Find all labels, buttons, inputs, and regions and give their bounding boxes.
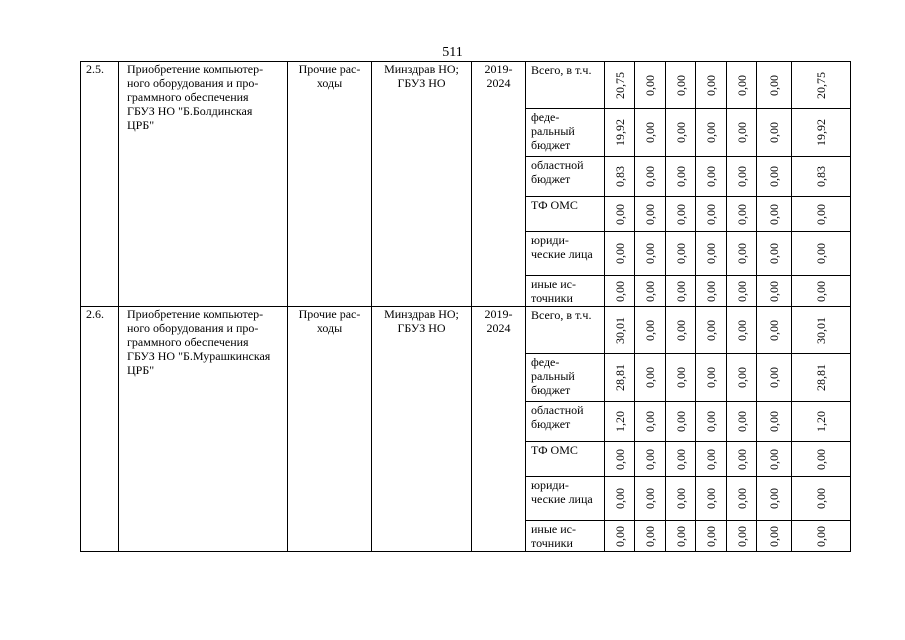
funding-source xyxy=(526,197,605,232)
item-number: 2.6. xyxy=(81,307,119,552)
value-text: 0,00 xyxy=(612,243,627,264)
value-text: 0,00 xyxy=(704,448,718,470)
value-cell xyxy=(792,307,851,354)
value-text: 0,00 xyxy=(643,203,657,225)
funding-source-line: ческие лица xyxy=(531,492,593,506)
value-cell xyxy=(792,62,851,109)
value-text: 0,00 xyxy=(814,280,828,302)
funding-source-line: ТФ ОМС xyxy=(531,443,578,457)
value-cell xyxy=(757,477,792,521)
value-text: 0,00 xyxy=(767,243,781,264)
value-cell xyxy=(635,197,666,232)
table-row xyxy=(81,307,851,354)
expense-type xyxy=(288,307,372,552)
value-cell xyxy=(635,109,666,157)
value-cell xyxy=(757,521,792,552)
value-text: 0,00 xyxy=(612,525,627,547)
value-cell xyxy=(666,442,696,477)
value-cell xyxy=(666,109,696,157)
value-text: 0,00 xyxy=(673,122,688,143)
value-text: 0,00 xyxy=(767,203,781,225)
funding-source-line: ческие лица xyxy=(531,247,593,261)
funding-source-line: бюджет xyxy=(531,383,571,397)
expense-type-line: ходы xyxy=(316,321,343,335)
value-text: 0,00 xyxy=(814,525,828,547)
funding-source-line: Всего, в т.ч. xyxy=(531,63,592,77)
value-text: 0,00 xyxy=(673,525,688,547)
value-text: 0,00 xyxy=(704,166,718,187)
funding-source-line: точники xyxy=(531,536,573,550)
value-cell xyxy=(635,157,666,197)
value-text: 20,75 xyxy=(612,71,627,99)
value-text: 0,00 xyxy=(643,319,657,341)
item-title-line: ГБУЗ НО "Б.Мурашкинская xyxy=(127,349,271,363)
period-line: 2024 xyxy=(486,76,511,90)
item-title-line: Приобретение компьютер- xyxy=(127,307,264,321)
value-cell xyxy=(792,402,851,442)
funding-source-line: юриди- xyxy=(531,478,569,492)
value-text: 0,00 xyxy=(673,280,688,302)
value-text: 0,00 xyxy=(704,411,718,432)
value-cell xyxy=(605,62,635,109)
value-text: 0,00 xyxy=(612,280,627,302)
expense-type-line: ходы xyxy=(316,76,343,90)
executor xyxy=(372,307,472,552)
funding-source xyxy=(526,354,605,402)
funding-source xyxy=(526,62,605,109)
value-cell xyxy=(727,307,757,354)
funding-source-line: бюджет xyxy=(531,172,571,186)
value-cell xyxy=(605,157,635,197)
value-cell xyxy=(696,157,727,197)
value-text: 0,00 xyxy=(612,203,627,225)
funding-source-line: иные ис- xyxy=(531,277,576,291)
value-text: 0,00 xyxy=(704,367,718,388)
value-text: 0,00 xyxy=(643,122,657,143)
executor-line: Минздрав НО; xyxy=(384,62,459,76)
value-text: 0,00 xyxy=(643,280,657,302)
value-text: 28,81 xyxy=(612,364,627,391)
value-cell xyxy=(666,276,696,307)
value-cell xyxy=(635,402,666,442)
value-cell xyxy=(635,62,666,109)
page-number: 511 xyxy=(442,45,463,60)
value-cell xyxy=(757,402,792,442)
value-text: 0,00 xyxy=(734,74,749,96)
period-line: 2019- xyxy=(484,307,513,321)
value-cell xyxy=(727,232,757,276)
value-text: 0,00 xyxy=(734,280,749,302)
value-cell xyxy=(696,521,727,552)
table-row xyxy=(81,62,851,109)
funding-source xyxy=(526,442,605,477)
item-title-line: ного оборудования и про- xyxy=(127,76,259,90)
value-text: 0,00 xyxy=(704,280,718,302)
value-cell xyxy=(696,442,727,477)
value-cell xyxy=(696,354,727,402)
value-cell xyxy=(635,232,666,276)
item-title-line: ЦРБ" xyxy=(127,118,155,132)
value-text: 0,00 xyxy=(814,448,828,470)
value-cell xyxy=(666,521,696,552)
value-cell xyxy=(727,62,757,109)
value-text: 0,00 xyxy=(673,411,688,432)
item-title-line: Приобретение компьютер- xyxy=(127,62,264,76)
value-text: 19,92 xyxy=(612,119,627,146)
value-text: 0,83 xyxy=(612,166,627,187)
value-text: 0,00 xyxy=(673,319,688,341)
item-title-line: граммного обеспечения xyxy=(127,335,249,349)
value-text: 0,00 xyxy=(767,280,781,302)
value-cell xyxy=(696,402,727,442)
budget-table xyxy=(80,61,851,552)
item-title-line: ного оборудования и про- xyxy=(127,321,259,335)
value-cell xyxy=(635,477,666,521)
funding-source-line: феде- xyxy=(531,110,560,124)
value-cell xyxy=(666,307,696,354)
value-cell xyxy=(727,477,757,521)
executor-line: ГБУЗ НО xyxy=(397,76,446,90)
value-cell xyxy=(605,232,635,276)
value-cell xyxy=(727,442,757,477)
funding-source-line: бюджет xyxy=(531,138,571,152)
expense-type-line: Прочие рас- xyxy=(298,62,361,76)
funding-source xyxy=(526,307,605,354)
value-cell xyxy=(696,109,727,157)
expense-type xyxy=(288,62,372,307)
value-cell xyxy=(696,477,727,521)
value-text: 0,00 xyxy=(814,488,828,509)
value-text: 0,83 xyxy=(814,166,828,187)
value-text: 0,00 xyxy=(673,488,688,509)
value-cell xyxy=(666,157,696,197)
item-title-line: ГБУЗ НО "Б.Болдинская xyxy=(127,104,253,118)
value-text: 0,00 xyxy=(734,203,749,225)
value-cell xyxy=(605,402,635,442)
value-text: 0,00 xyxy=(612,488,627,509)
funding-source xyxy=(526,276,605,307)
value-cell xyxy=(792,354,851,402)
value-cell xyxy=(727,276,757,307)
value-cell xyxy=(696,197,727,232)
value-text: 0,00 xyxy=(767,411,781,432)
value-cell xyxy=(792,477,851,521)
value-text: 0,00 xyxy=(734,367,749,388)
executor xyxy=(372,62,472,307)
value-cell xyxy=(727,354,757,402)
period-line: 2019- xyxy=(484,62,513,76)
value-cell xyxy=(757,307,792,354)
value-text: 19,92 xyxy=(814,119,828,146)
value-cell xyxy=(792,521,851,552)
funding-source xyxy=(526,477,605,521)
value-cell xyxy=(666,402,696,442)
value-text: 0,00 xyxy=(734,319,749,341)
value-text: 0,00 xyxy=(704,488,718,509)
value-cell xyxy=(792,109,851,157)
executor-line: ГБУЗ НО xyxy=(397,321,446,335)
value-cell xyxy=(757,157,792,197)
value-cell xyxy=(635,442,666,477)
value-cell xyxy=(635,307,666,354)
value-text: 0,00 xyxy=(643,448,657,470)
value-cell xyxy=(757,62,792,109)
value-cell xyxy=(605,354,635,402)
value-text: 0,00 xyxy=(673,166,688,187)
value-text: 0,00 xyxy=(734,122,749,143)
executor-line: Минздрав НО; xyxy=(384,307,459,321)
value-cell xyxy=(605,109,635,157)
value-text: 0,00 xyxy=(734,166,749,187)
value-cell xyxy=(605,477,635,521)
value-text: 0,00 xyxy=(704,319,718,341)
funding-source xyxy=(526,109,605,157)
funding-source-line: бюджет xyxy=(531,417,571,431)
value-text: 0,00 xyxy=(643,525,657,547)
value-cell xyxy=(605,197,635,232)
funding-source-line: ральный xyxy=(531,124,575,138)
item-number: 2.5. xyxy=(81,62,119,307)
value-text: 0,00 xyxy=(767,525,781,547)
value-cell xyxy=(635,276,666,307)
value-text: 0,00 xyxy=(734,411,749,432)
value-cell xyxy=(792,232,851,276)
value-cell xyxy=(727,157,757,197)
funding-source-line: Всего, в т.ч. xyxy=(531,308,592,322)
value-text: 0,00 xyxy=(734,525,749,547)
value-text: 30,01 xyxy=(612,316,627,344)
value-text: 0,00 xyxy=(704,243,718,264)
value-text: 20,75 xyxy=(814,71,828,99)
value-text: 0,00 xyxy=(814,203,828,225)
item-title-line: ЦРБ" xyxy=(127,363,155,377)
period xyxy=(472,62,526,307)
value-text: 0,00 xyxy=(814,243,828,264)
value-cell xyxy=(757,197,792,232)
value-text: 0,00 xyxy=(643,488,657,509)
funding-source-line: ральный xyxy=(531,369,575,383)
value-text: 0,00 xyxy=(767,448,781,470)
value-text: 30,01 xyxy=(814,316,828,344)
value-cell xyxy=(666,354,696,402)
value-cell xyxy=(792,197,851,232)
expense-type-line: Прочие рас- xyxy=(298,307,361,321)
value-text: 28,81 xyxy=(814,364,828,391)
funding-source-line: феде- xyxy=(531,355,560,369)
funding-source xyxy=(526,232,605,276)
value-cell xyxy=(696,232,727,276)
value-cell xyxy=(757,354,792,402)
item-title-line: граммного обеспечения xyxy=(127,90,249,104)
period xyxy=(472,307,526,552)
value-cell xyxy=(727,109,757,157)
value-cell xyxy=(635,354,666,402)
value-text: 0,00 xyxy=(673,243,688,264)
funding-source xyxy=(526,521,605,552)
value-text: 0,00 xyxy=(767,74,781,96)
period-line: 2024 xyxy=(486,321,511,335)
funding-source xyxy=(526,402,605,442)
value-text: 0,00 xyxy=(643,243,657,264)
value-text: 0,00 xyxy=(643,411,657,432)
value-text: 0,00 xyxy=(612,448,627,470)
funding-source-line: областной xyxy=(531,158,584,172)
value-cell xyxy=(792,276,851,307)
value-cell xyxy=(605,276,635,307)
value-cell xyxy=(792,157,851,197)
value-text: 0,00 xyxy=(643,166,657,187)
value-text: 0,00 xyxy=(643,367,657,388)
value-cell xyxy=(757,232,792,276)
value-cell xyxy=(696,62,727,109)
value-text: 0,00 xyxy=(673,203,688,225)
value-text: 0,00 xyxy=(767,166,781,187)
value-cell xyxy=(696,307,727,354)
value-text: 0,00 xyxy=(673,367,688,388)
value-text: 0,00 xyxy=(673,448,688,470)
value-cell xyxy=(757,109,792,157)
value-text: 0,00 xyxy=(704,203,718,225)
value-text: 0,00 xyxy=(767,488,781,509)
value-text: 0,00 xyxy=(704,122,718,143)
value-text: 0,00 xyxy=(734,448,749,470)
value-text: 1,20 xyxy=(814,411,828,432)
value-cell xyxy=(727,197,757,232)
value-text: 0,00 xyxy=(704,74,718,96)
funding-source-line: иные ис- xyxy=(531,522,576,536)
item-title xyxy=(119,62,288,307)
value-cell xyxy=(696,276,727,307)
value-cell xyxy=(666,477,696,521)
value-text: 0,00 xyxy=(734,243,749,264)
value-text: 0,00 xyxy=(734,488,749,509)
item-title xyxy=(119,307,288,552)
value-cell xyxy=(605,307,635,354)
funding-source-line: юриди- xyxy=(531,233,569,247)
value-cell xyxy=(605,521,635,552)
value-cell xyxy=(635,521,666,552)
value-text: 0,00 xyxy=(767,367,781,388)
value-text: 0,00 xyxy=(767,122,781,143)
value-cell xyxy=(727,521,757,552)
value-text: 0,00 xyxy=(767,319,781,341)
value-cell xyxy=(727,402,757,442)
value-cell xyxy=(757,442,792,477)
funding-source-line: точники xyxy=(531,291,573,305)
funding-source-line: областной xyxy=(531,403,584,417)
value-text: 0,00 xyxy=(704,525,718,547)
value-cell xyxy=(666,232,696,276)
value-text: 1,20 xyxy=(612,411,627,432)
funding-source-line: ТФ ОМС xyxy=(531,198,578,212)
value-cell xyxy=(666,197,696,232)
value-text: 0,00 xyxy=(673,74,688,96)
value-cell xyxy=(757,276,792,307)
value-text: 0,00 xyxy=(643,74,657,96)
funding-source xyxy=(526,157,605,197)
value-cell xyxy=(605,442,635,477)
value-cell xyxy=(666,62,696,109)
value-cell xyxy=(792,442,851,477)
